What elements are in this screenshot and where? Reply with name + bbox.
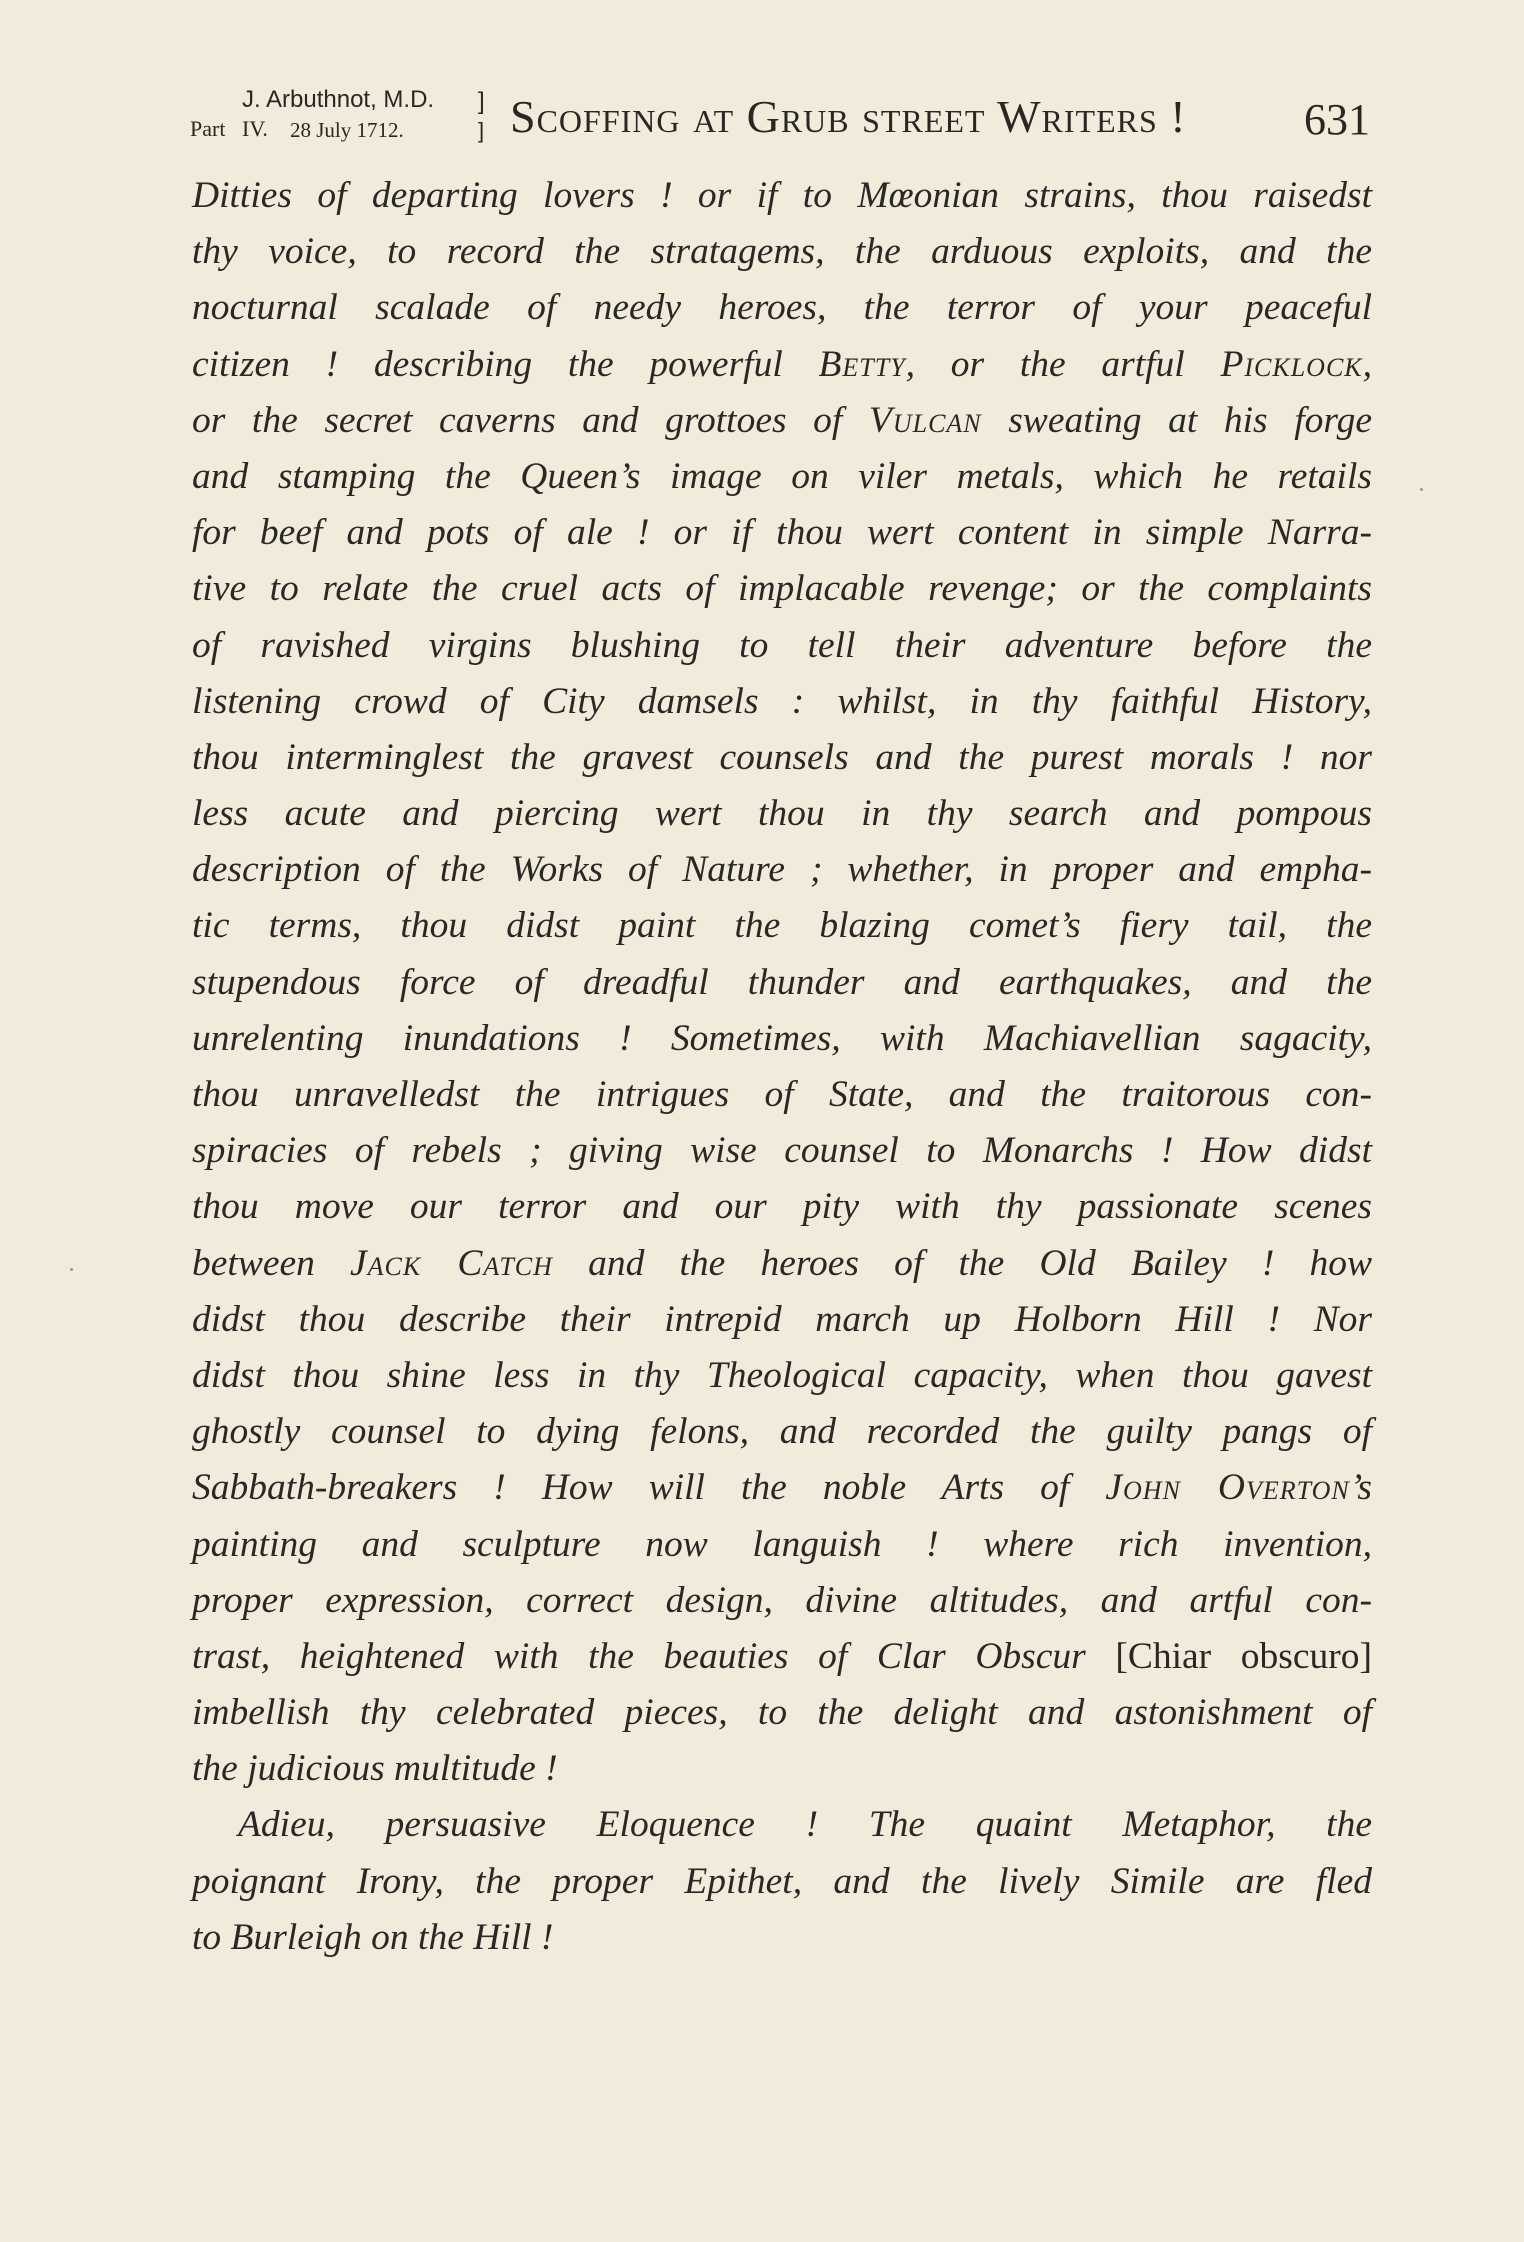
name-jack-catch: Jack Catch: [350, 1242, 553, 1284]
text-fragment: or the secret caverns and grottoes of: [192, 399, 869, 441]
text-line: thou interminglest the gravest counsels and the purest morals ! nor: [192, 736, 1372, 778]
text-line: nocturnal scalade of needy heroes, the terror of your peaceful: [192, 287, 1372, 329]
text-line: [192, 1629, 1372, 1685]
running-head-citation: [190, 84, 510, 154]
text-line: to Burleigh on the Hill !: [192, 1916, 554, 1958]
text-line: painting and sculpture now languish ! where rich invention,: [192, 1523, 1372, 1565]
page-title: Scoffing at Grub street Writers !: [510, 91, 1187, 142]
text-line: ghostly counsel to dying felons, and recorded the guilty pangs of: [192, 1411, 1372, 1453]
text-line: poignant Irony, the proper Epithet, and the lively Simile are fled: [192, 1860, 1372, 1902]
text-line: didst thou shine less in thy Theological capacity, when thou gavest: [192, 1354, 1372, 1396]
margin-speck: [70, 1268, 73, 1271]
text-line: proper expression, correct design, divine altitudes, and artful con-: [192, 1579, 1372, 1621]
name-picklock: Picklock: [1220, 343, 1363, 385]
text-line: thy voice, to record the stratagems, the arduous exploits, and the: [192, 231, 1372, 273]
text-line: description of the Works of Nature ; whether, in proper and empha-: [192, 849, 1372, 891]
text-line: thou unravelledst the intrigues of State, and the traitorous con-: [192, 1074, 1372, 1115]
publication-date: 28 July 1712.: [290, 118, 404, 142]
text-fragment: sweating at his forge: [981, 399, 1372, 441]
text-line: [192, 337, 1372, 393]
name-vulcan: Vulcan: [868, 399, 982, 441]
part-number: IV.: [242, 116, 268, 141]
bracket-top: ]: [478, 88, 485, 115]
text-fragment: ’s: [1349, 1467, 1372, 1509]
text-line: imbellish thy celebrated pieces, to the delight and astonishment of: [192, 1692, 1372, 1734]
text-fragment: Sabbath-breakers ! How will the noble Arts of: [192, 1467, 1106, 1509]
text-line: thou move our terror and our pity with thy passionate scenes: [192, 1186, 1372, 1228]
text-fragment: between: [192, 1242, 351, 1284]
bracket-bottom: ]: [478, 118, 485, 143]
text-fragment: ,: [1362, 343, 1372, 385]
name-john-overton: John Overton: [1105, 1467, 1350, 1509]
part-label: Part: [190, 116, 226, 141]
text-line: didst thou describe their intrepid march up Holborn Hill ! Nor: [192, 1298, 1372, 1340]
margin-speck: [1420, 488, 1423, 491]
gloss-chiar-obscuro: [Chiar obscuro]: [1115, 1635, 1372, 1677]
text-line: and stamping the Queen’s image on viler metals, which he retails: [192, 455, 1372, 497]
text-line: tic terms, thou didst paint the blazing comet’s fiery tail, the: [192, 905, 1372, 947]
text-line: [192, 393, 1372, 449]
author-credit: J. Arbuthnot, M.D.: [242, 86, 435, 113]
text-fragment: citizen ! describing the powerful: [192, 343, 819, 385]
text-line: less acute and piercing wert thou in thy search and pompous: [192, 793, 1372, 835]
running-head: [190, 84, 1370, 154]
text-line: stupendous force of dreadful thunder and earthquakes, and the: [192, 961, 1372, 1003]
text-line: [192, 1236, 1372, 1292]
text-line: unrelenting inundations ! Sometimes, with Machiavellian sagacity,: [192, 1017, 1372, 1059]
text-line: [192, 1460, 1372, 1516]
text-line: Adieu, persuasive Eloquence ! The quaint Metaphor, the: [238, 1804, 1372, 1846]
text-fragment: trast, heightened with the beauties of Clar Obscur: [192, 1635, 1116, 1677]
text-line: for beef and pots of ale ! or if thou wert content in simple Narra-: [192, 512, 1372, 554]
page-number: 631: [1304, 95, 1370, 144]
text-fragment: and the heroes of the Old Bailey ! how: [552, 1242, 1372, 1284]
text-line: listening crowd of City damsels : whilst, in thy faithful History,: [192, 680, 1372, 722]
text-line: Ditties of departing lovers ! or if to Mœonian strains, thou raisedst: [192, 175, 1372, 216]
text-fragment: , or the artful: [905, 343, 1221, 385]
text-line: spiracies of rebels ; giving wise counsel to Monarchs ! How didst: [192, 1130, 1372, 1172]
text-line: the judicious multitude !: [192, 1748, 558, 1790]
text-line: tive to relate the cruel acts of implacable revenge; or the complaints: [192, 568, 1372, 610]
name-betty: Betty: [818, 343, 906, 385]
text-line: of ravished virgins blushing to tell their adventure before the: [192, 624, 1372, 666]
body-text: [192, 168, 1372, 1966]
